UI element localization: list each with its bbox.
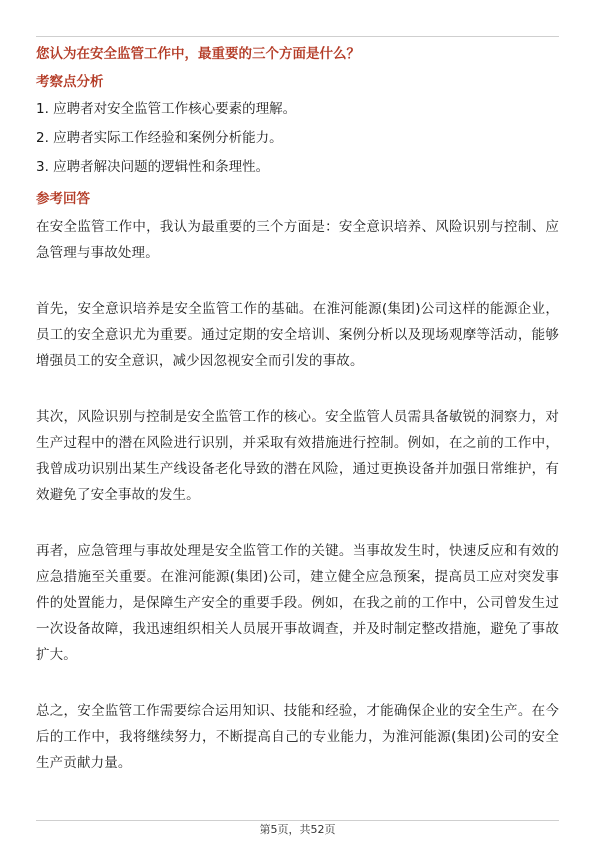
analysis-title: 考察点分析 <box>36 74 104 90</box>
question-heading: 您认为在安全监管工作中，最重要的三个方面是什么？ <box>36 46 360 62</box>
answer-paragraph-first: 首先，安全意识培养是安全监管工作的基础。在淮河能源(集团)公司这样的能源企业，员工的安全意识尤为重要。通过定期的安全培训、案例分析以及现场观摩等活动，能够增强员工的安全意识，减少因忽视安全而引发的事故。 <box>36 301 559 369</box>
top-divider <box>36 36 559 37</box>
page-number: 第5页，共52页 <box>259 823 336 836</box>
answer-paragraph-third: 再者，应急管理与事故处理是安全监管工作的关键。当事故发生时，快速反应和有效的应急措施至关重要。在淮河能源(集团)公司，建立健全应急预案，提高员工应对突发事件的处置能力，是保障生产安全的重要手段。例如，在我之前的工作中，公司曾发生过一次设备故障，我迅速组织相关人员展开事故调查，并及时制定整改措施，避免了事故扩大。 <box>36 543 559 663</box>
answer-paragraph-second: 其次，风险识别与控制是安全监管工作的核心。安全监管人员需具备敏锐的洞察力，对生产过程中的潜在风险进行识别，并采取有效措施进行控制。例如，在之前的工作中，我曾成功识别出某生产线设备老化导致的潜在风险，通过更换设备并加强日常维护，有效避免了安全事故的发生。 <box>36 409 559 503</box>
answer-paragraph-summary: 总之，安全监管工作需要综合运用知识、技能和经验，才能确保企业的安全生产。在今后的工作中，我将继续努力，不断提高自己的专业能力，为淮河能源(集团)公司的安全生产贡献力量。 <box>36 703 559 771</box>
answer-paragraph-intro: 在安全监管工作中，我认为最重要的三个方面是：安全意识培养、风险识别与控制、应急管理与事故处理。 <box>36 219 559 261</box>
bottom-divider <box>36 820 559 821</box>
analysis-point-2: 2. 应聘者实际工作经验和案例分析能力。 <box>36 130 283 146</box>
answer-body <box>36 214 559 806</box>
analysis-points <box>36 99 559 186</box>
answer-title: 参考回答 <box>36 191 90 207</box>
analysis-point-1: 1. 应聘者对安全监管工作核心要素的理解。 <box>36 101 297 117</box>
analysis-point-3: 3. 应聘者解决问题的逻辑性和条理性。 <box>36 159 270 175</box>
